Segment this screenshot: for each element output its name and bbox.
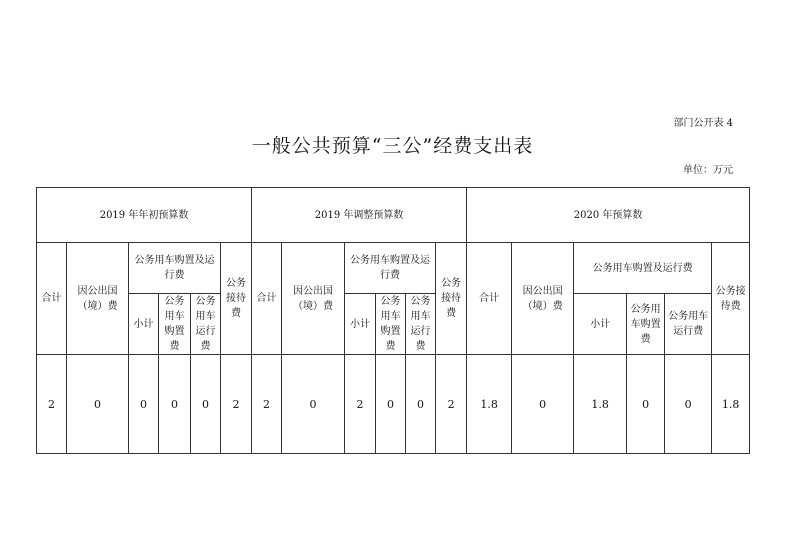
col-header-total: 合计 [467,243,512,355]
table-cell: 0 [376,355,406,454]
col-header-total: 合计 [252,243,282,355]
table-cell: 1.8 [574,355,627,454]
col-header-operation: 公务用车运行费 [406,294,436,355]
table-row [37,355,750,454]
table-cell: 0 [406,355,436,454]
table-cell: 2 [37,355,67,454]
table-cell: 2 [345,355,376,454]
col-header-reception: 公务接待费 [436,243,467,355]
col-header-operation: 公务用车运行费 [665,294,712,355]
table-cell: 0 [282,355,345,454]
col-header-subtotal: 小计 [574,294,627,355]
table-cell: 1.8 [467,355,512,454]
table-cell: 0 [512,355,574,454]
table-cell: 2 [436,355,467,454]
group-header-2019-adjusted: 2019 年调整预算数 [252,188,467,243]
table-cell: 0 [159,355,191,454]
group-header-2019-initial: 2019 年年初预算数 [37,188,252,243]
table-cell: 0 [67,355,129,454]
table-number-label: 部门公开表 4 [673,118,733,129]
col-header-reception: 公务接待费 [712,243,750,355]
col-header-abroad: 因公出国（境）费 [67,243,129,355]
col-header-total: 合计 [37,243,67,355]
col-header-abroad: 因公出国（境）费 [512,243,574,355]
group-header-2020-budget: 2020 年预算数 [467,188,750,243]
expense-table [36,187,750,454]
table-cell: 0 [665,355,712,454]
col-header-purchase: 公务用车购置费 [159,294,191,355]
table-cell: 1.8 [712,355,750,454]
col-header-vehicle: 公务用车购置及运行费 [129,243,221,294]
col-header-subtotal: 小计 [345,294,376,355]
col-header-purchase: 公务用车购置费 [627,294,665,355]
table-cell: 0 [191,355,221,454]
col-header-operation: 公务用车运行费 [191,294,221,355]
page-title: 一般公共预算“三公”经费支出表 [251,135,534,157]
col-header-subtotal: 小计 [129,294,159,355]
table-cell: 2 [252,355,282,454]
col-header-reception: 公务接待费 [221,243,252,355]
col-header-purchase: 公务用车购置费 [376,294,406,355]
col-header-vehicle: 公务用车购置及运行费 [345,243,436,294]
table-cell: 2 [221,355,252,454]
table-cell: 0 [627,355,665,454]
unit-label: 单位：万元 [683,165,733,176]
col-header-abroad: 因公出国（境）费 [282,243,345,355]
col-header-vehicle: 公务用车购置及运行费 [574,243,712,294]
table-cell: 0 [129,355,159,454]
